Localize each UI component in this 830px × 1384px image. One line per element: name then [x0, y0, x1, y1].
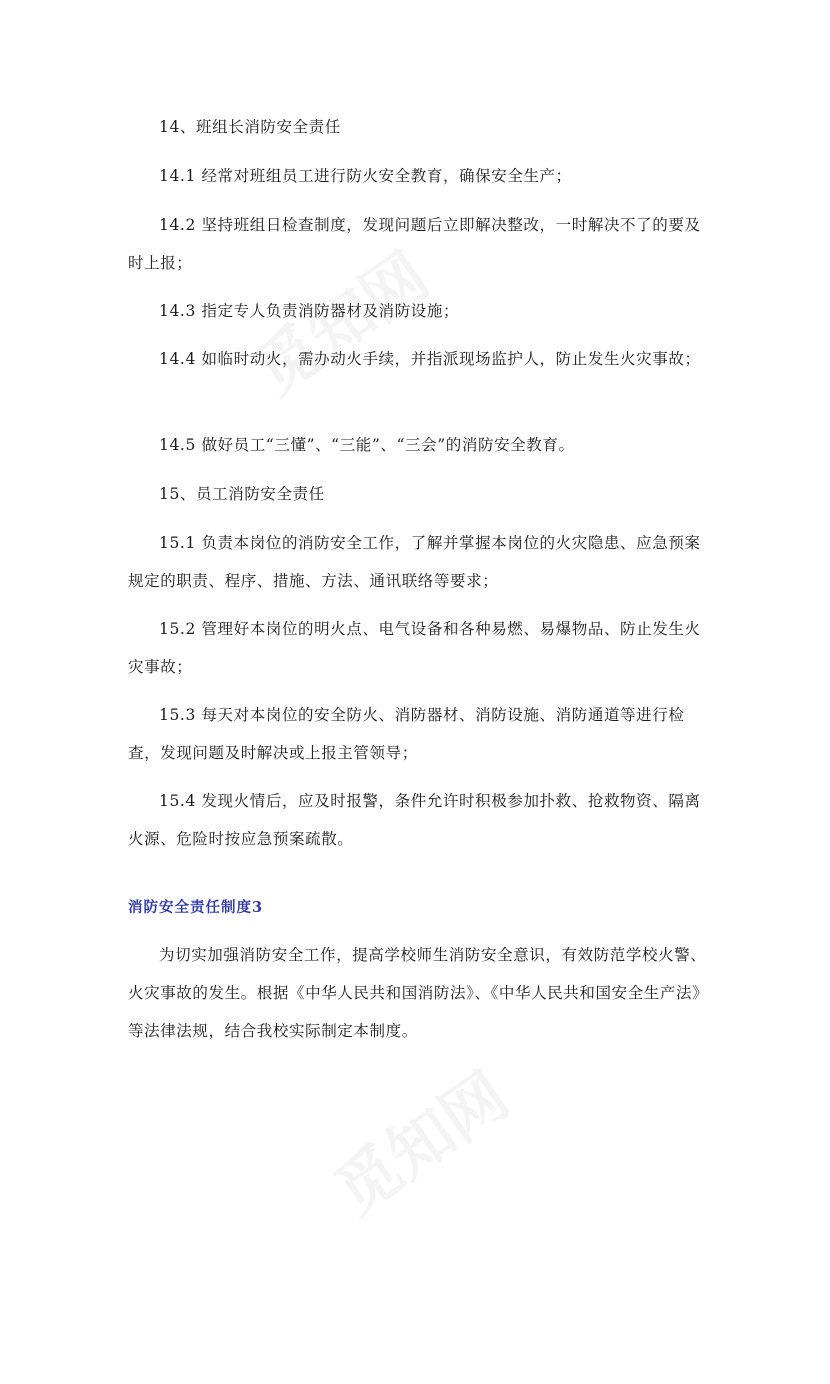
paragraph-14-5: 14.5 做好员工“三懂”、“三能”、“三会”的消防安全教育。 [159, 436, 575, 454]
section-heading: 消防安全责任制度3 [128, 899, 264, 916]
paragraph-15-3: 15.3 每天对本岗位的安全防火、消防器材、消防设施、消防通道等进行检查，发现问题及时解决或上报主管领导； [128, 706, 685, 762]
paragraph-14-1: 14.1 经常对班组员工进行防火安全教育，确保安全生产； [159, 167, 572, 185]
paragraph-14-3: 14.3 指定专人负责消防器材及消防设施； [159, 302, 460, 320]
paragraph-15-4: 15.4 发现火情后，应及时报警，条件允许时积极参加扑救、抢救物资、隔离火源、危险时按应急预案疏散。 [128, 792, 701, 848]
intro-paragraph: 为切实加强消防安全工作，提高学校师生消防安全意识，有效防范学校火警、火灾事故的发生。根据《中华人民共和国消防法》、《中华人民共和国安全生产法》等法律法规，结合我校实际制定本制度。 [128, 946, 709, 1040]
paragraph-14-2: 14.2 坚持班组日检查制度，发现问题后立即解决整改，一时解决不了的要及时上报； [128, 216, 701, 272]
watermark-bottom [324, 1056, 637, 1384]
paragraph-14-heading: 14、班组长消防安全责任 [159, 118, 341, 136]
paragraph-14-4: 14.4 如临时动火，需办动火手续，并指派现场监护人，防止发生火灾事故； [159, 350, 701, 368]
paragraph-15-2: 15.2 管理好本岗位的明火点、电气设备和各种易燃、易爆物品、防止发生火灾事故； [128, 620, 701, 676]
paragraph-15-heading: 15、员工消防安全责任 [159, 485, 325, 503]
paragraph-15-1: 15.1 负责本岗位的消防安全工作，了解并掌握本岗位的火灾隐患、应急预案规定的职责、程序、措施、方法、通讯联络等要求； [128, 534, 701, 590]
watermark [244, 236, 557, 564]
